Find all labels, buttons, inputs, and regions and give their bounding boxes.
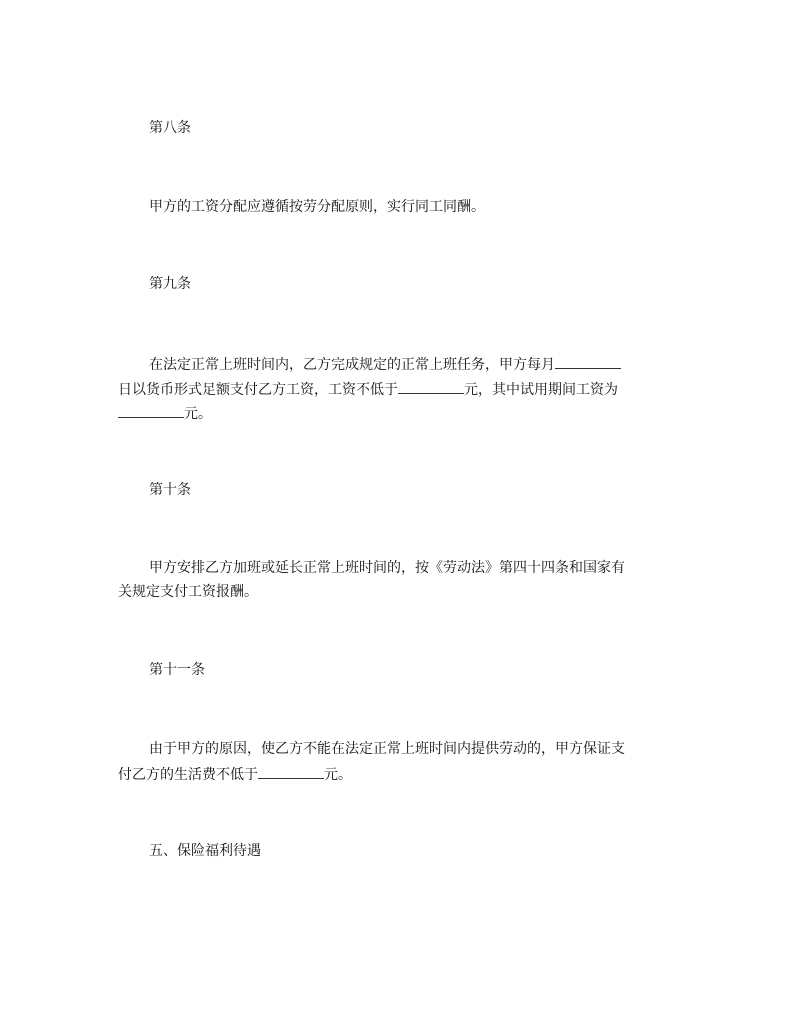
article-9-line-2-text-b: 元，其中试用期间工资为 bbox=[464, 382, 618, 398]
article-8-heading: 第八条 bbox=[149, 120, 191, 136]
probation-wage-blank bbox=[118, 404, 184, 418]
article-9-line-2 bbox=[118, 380, 618, 398]
article-11-line-2-text-b: 元。 bbox=[324, 767, 352, 783]
living-allowance-blank bbox=[258, 765, 324, 779]
article-9-line-3 bbox=[118, 404, 212, 422]
article-9-line-1 bbox=[149, 355, 621, 373]
article-11-line-2-text: 付乙方的生活费不低于 bbox=[118, 767, 258, 783]
article-9-line-2-text: 日以货币形式足额支付乙方工资，工资不低于 bbox=[118, 382, 398, 398]
article-10-line-2: 关规定支付工资报酬。 bbox=[118, 584, 258, 600]
article-11-line-2 bbox=[118, 765, 352, 783]
article-11-line-1: 由于甲方的原因，使乙方不能在法定正常上班时间内提供劳动的，甲方保证支 bbox=[149, 741, 625, 757]
article-10-line-1: 甲方安排乙方加班或延长正常上班时间的，按《劳动法》第四十四条和国家有 bbox=[149, 560, 625, 576]
article-9-line-1-text: 在法定正常上班时间内，乙方完成规定的正常上班任务，甲方每月 bbox=[149, 357, 555, 373]
article-11-heading: 第十一条 bbox=[149, 662, 205, 678]
article-8-text: 甲方的工资分配应遵循按劳分配原则，实行同工同酬。 bbox=[149, 199, 485, 215]
section-5-heading: 五、保险福利待遇 bbox=[149, 843, 261, 859]
article-9-line-3-text: 元。 bbox=[184, 406, 212, 422]
article-9-heading: 第九条 bbox=[149, 276, 191, 292]
article-10-heading: 第十条 bbox=[149, 482, 191, 498]
min-wage-blank bbox=[398, 380, 464, 394]
pay-day-blank bbox=[555, 355, 621, 369]
